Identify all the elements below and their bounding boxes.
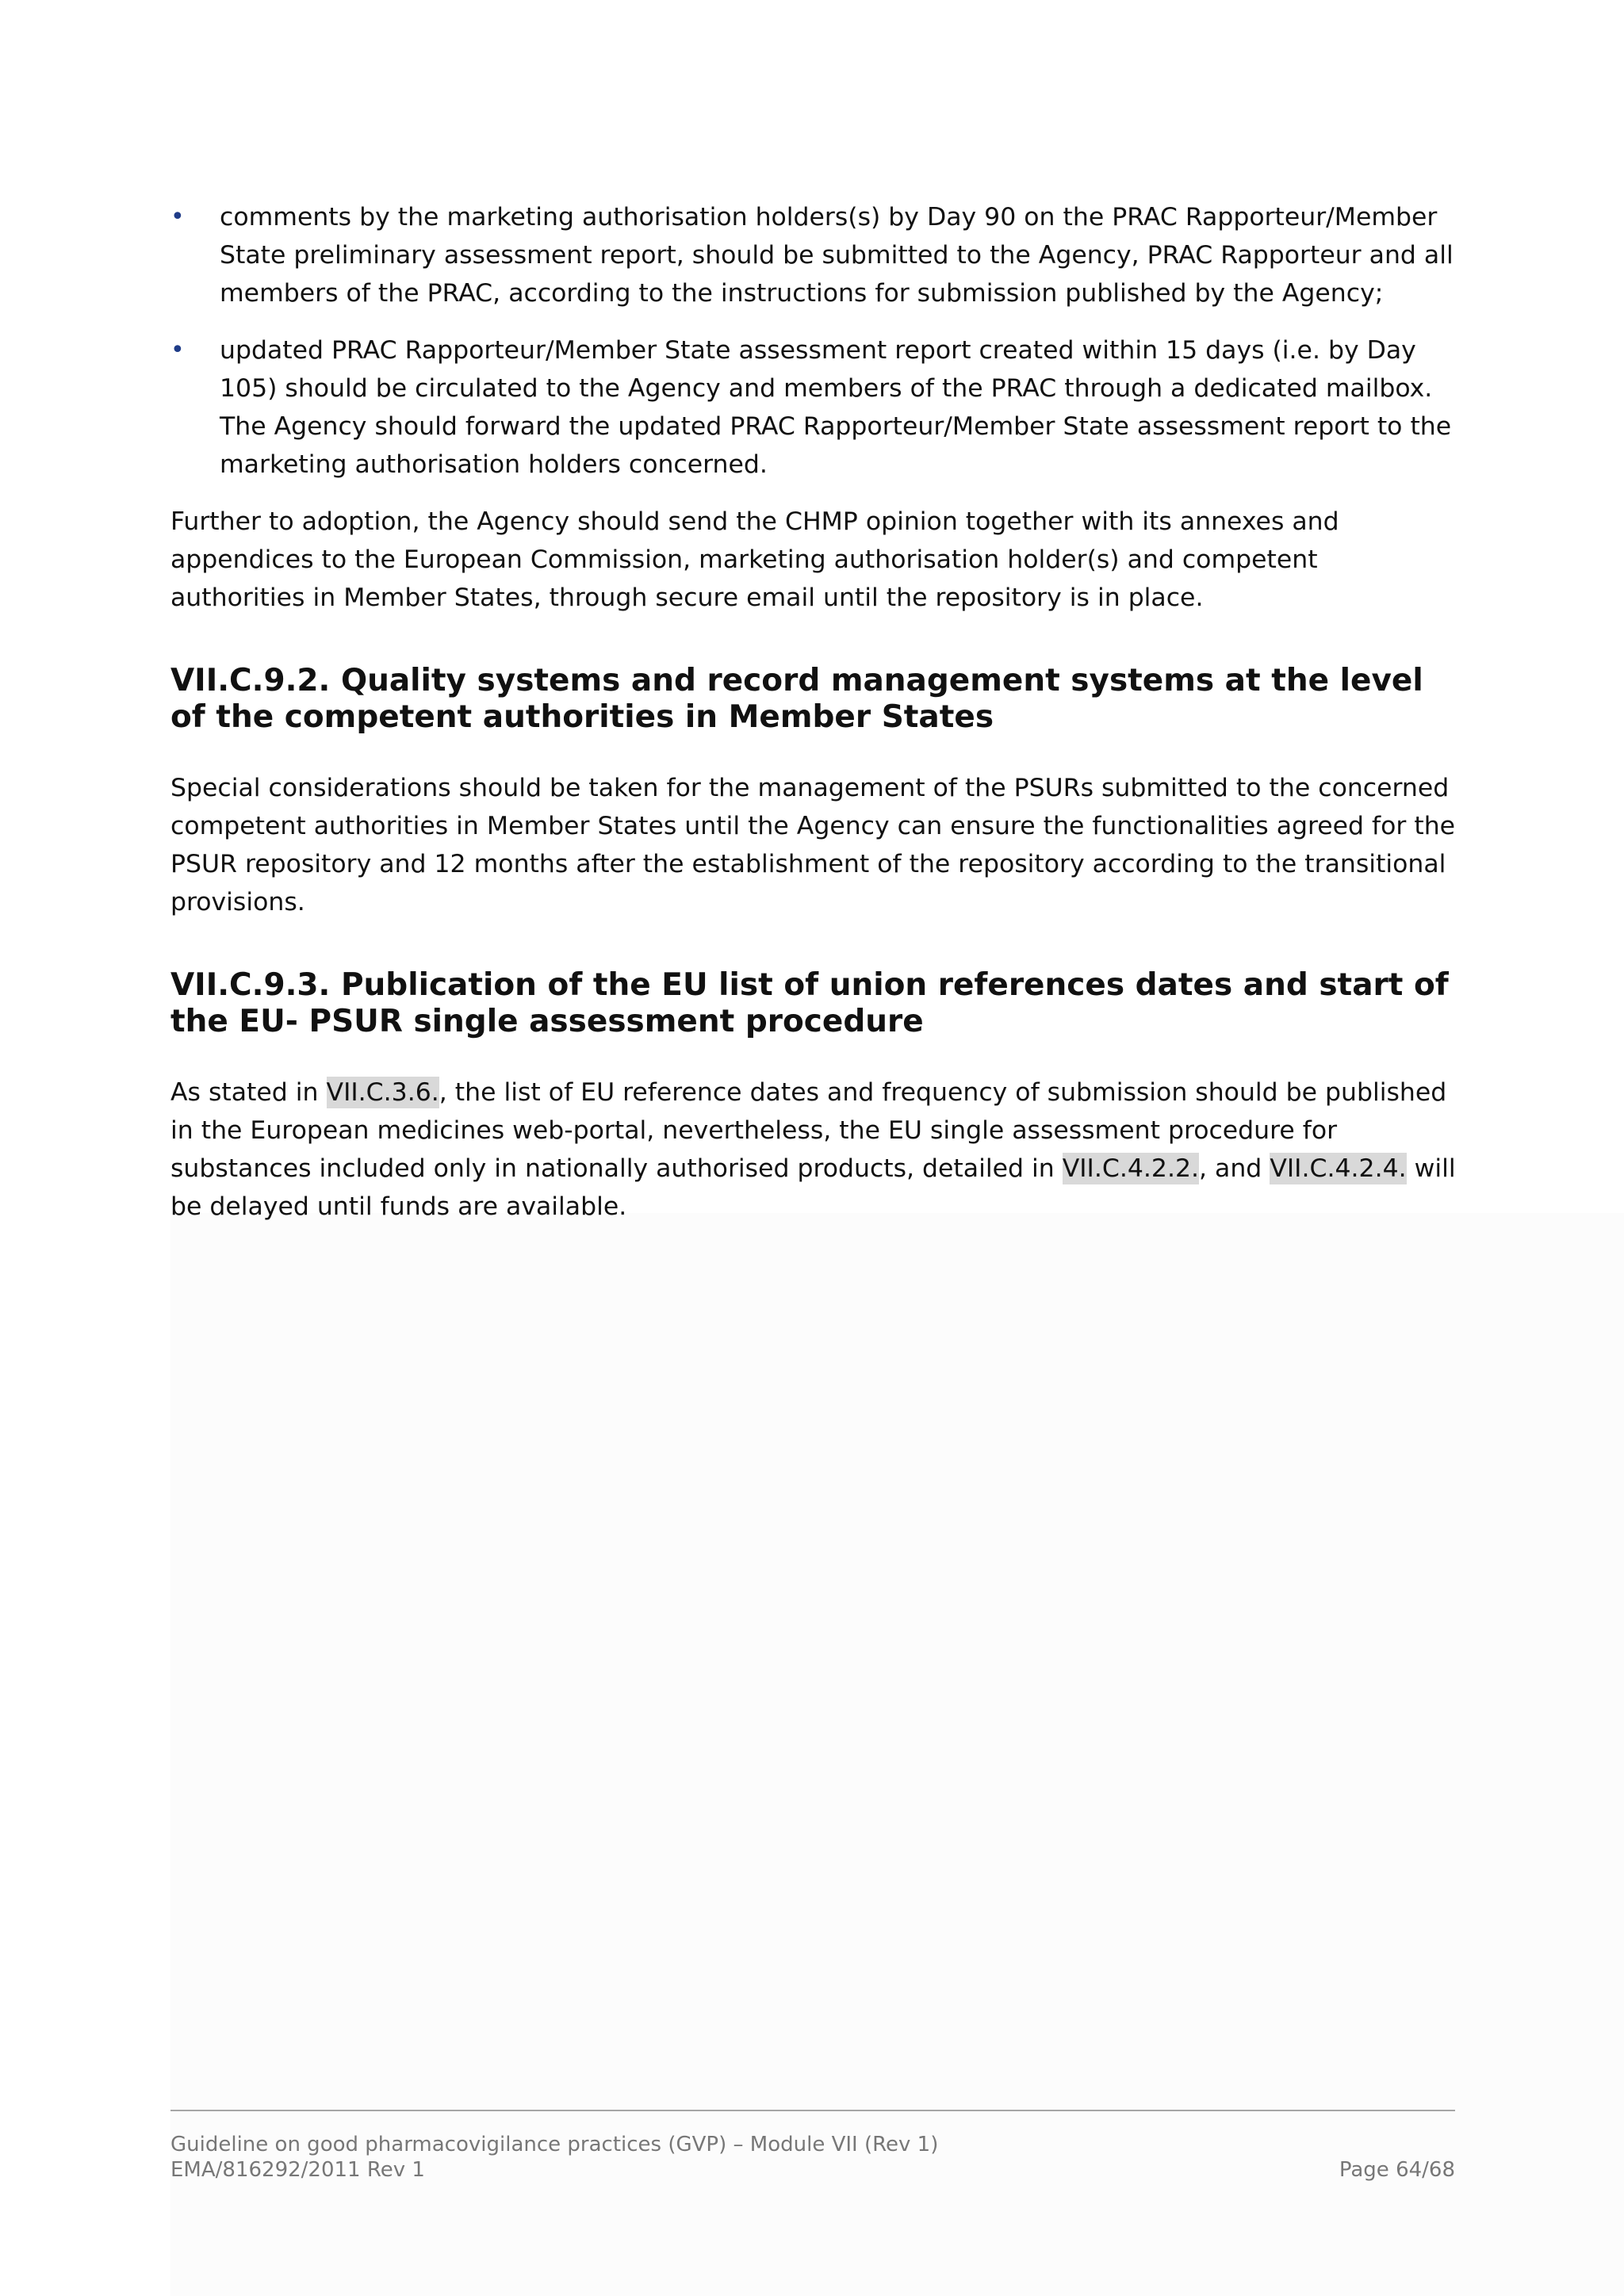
cross-reference-link[interactable]: VII.C.3.6. [326, 1078, 439, 1107]
bullet-icon: • [170, 336, 185, 364]
document-body [170, 198, 1459, 1267]
footer-document-ref: EMA/816292/2011 Rev 1 [170, 2158, 425, 2182]
text-fragment: , and [1199, 1154, 1270, 1183]
footer-divider [170, 2110, 1455, 2111]
cross-reference-link[interactable]: VII.C.4.2.2. [1062, 1154, 1200, 1183]
footer-title: Guideline on good pharmacovigilance practices (GVP) – Module VII (Rev 1) [170, 2133, 939, 2156]
text-fragment: will be delayed until funds are available. [170, 1154, 1456, 1221]
bullet-text: comments by the marketing authorisation holders(s) by Day 90 on the PRAC Rapporteur/Member State preliminary assessment report, should be submitted to the Agency, PRAC Rapporteur and all members of the PRAC, according to the instructions for submission published by the Agency; [220, 203, 1454, 308]
list-item [170, 331, 1459, 484]
bullet-icon: • [170, 203, 185, 231]
bullet-list [170, 198, 1459, 484]
list-item [170, 198, 1459, 312]
paragraph-adoption: Further to adoption, the Agency should send the CHMP opinion together with its annexes and appendices to the European Commission, marketing authorisation holder(s) and competent authorities in Member States, through secure email until the repository is in place. [170, 507, 1339, 612]
bullet-text: updated PRAC Rapporteur/Member State assessment report created within 15 days (i.e. by Day 105) should be circulated to the Agency and members of the PRAC through a dedicated mailbox. The Agency should forward the updated PRAC Rapporteur/Member State assessment report to the marketing authorisation holders concerned. [220, 336, 1452, 479]
paragraph-publication [170, 1073, 1459, 1226]
paragraph-quality-systems: Special considerations should be taken for the management of the PSURs submitted to the concerned competent authorities in Member States until the Agency can ensure the functionalities agreed for the PSUR repository and 12 months after the establishment of the repository according to the transitional provisions. [170, 774, 1456, 916]
text-fragment: , the list of EU reference dates and frequency of submission should be published in the European medicines web-portal, nevertheless, the EU single assessment procedure for substances included only in nationally authorised products, detailed in [170, 1078, 1447, 1183]
cross-reference-link[interactable]: VII.C.4.2.4. [1270, 1154, 1407, 1183]
text-fragment: As stated in [170, 1078, 327, 1107]
section-heading-923: VII.C.9.3. Publication of the EU list of union references dates and start of the EU- PSUR single assessment procedure [170, 967, 1449, 1039]
section-heading-922: VII.C.9.2. Quality systems and record management systems at the level of the competent authorities in Member States [170, 663, 1423, 735]
footer-page-number: Page 64/68 [1339, 2158, 1455, 2182]
